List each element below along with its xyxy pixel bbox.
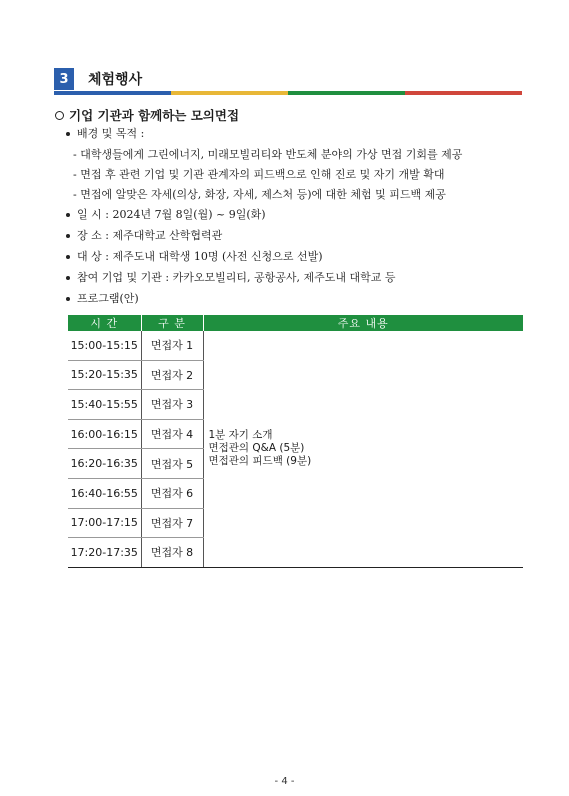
color-bar-yellow [171,91,288,95]
row-label: 면접자 3 [141,390,203,420]
row-label: 면접자 1 [141,331,203,360]
color-bar-green [288,91,405,95]
circle-bullet-icon [55,111,64,120]
background-item-2: - 면접 후 관련 기업 및 기관 관계자의 피드백으로 인해 진로 및 자기 개발 확대 [73,168,445,181]
date-line: 일 시 : 2024년 7월 8일(월) ~ 9일(화) [77,208,266,221]
participants-line: 참여 기업 및 기관 : 카카오모빌리티, 공항공사, 제주도내 대학교 등 [77,271,396,284]
subsection-heading [55,106,239,124]
row-time: 16:00-16:15 [68,419,141,449]
target-line: 대 상 : 제주도내 대학생 10명 (사전 신청으로 선발) [77,250,323,263]
row-label: 면접자 4 [141,419,203,449]
content-cell [203,331,523,567]
row-time: 17:00-17:15 [68,508,141,538]
color-bar-blue [54,91,171,95]
row-label: 면접자 8 [141,538,203,568]
place-line: 장 소 : 제주대학교 산학협력관 [77,229,223,242]
row-label: 면접자 5 [141,449,203,479]
row-time: 15:00-15:15 [68,331,141,360]
row-time: 15:40-15:55 [68,390,141,420]
table-header-row [68,315,523,331]
header-content: 주요 내용 [203,315,523,331]
heading-text: 기업 기관과 함께하는 모의면접 [69,108,240,123]
program-label: 프로그램(안) [77,292,139,305]
color-bar-red [405,91,522,95]
header-time: 시 간 [68,315,141,331]
section-color-bar [54,91,522,95]
page-number: - 4 - [274,776,295,787]
row-time: 16:40-16:55 [68,478,141,508]
background-item-3: - 면접에 알맞은 자세(의상, 화장, 자세, 제스처 등)에 대한 체험 및 피드백 제공 [73,188,446,201]
row-time: 16:20-16:35 [68,449,141,479]
background-label: 배경 및 목적 : [77,127,145,140]
table-row [68,331,523,360]
row-label: 면접자 7 [141,508,203,538]
row-time: 15:20-15:35 [68,360,141,390]
row-label: 면접자 2 [141,360,203,390]
program-table [68,315,523,568]
content-line-1: 1분 자기 소개 [208,429,273,442]
content-line-3: 면접관의 피드백 (9분) [208,455,312,468]
section-title: 체험행사 [88,72,143,88]
row-label: 면접자 6 [141,478,203,508]
content-line-2: 면접관의 Q&A (5분) [208,442,305,455]
background-item-1: - 대학생들에게 그린에너지, 미래모빌리티와 반도체 분야의 가상 면접 기회를 제공 [73,148,463,161]
section-number-badge: 3 [54,68,74,90]
header-category: 구 분 [141,315,203,331]
row-time: 17:20-17:35 [68,538,141,568]
